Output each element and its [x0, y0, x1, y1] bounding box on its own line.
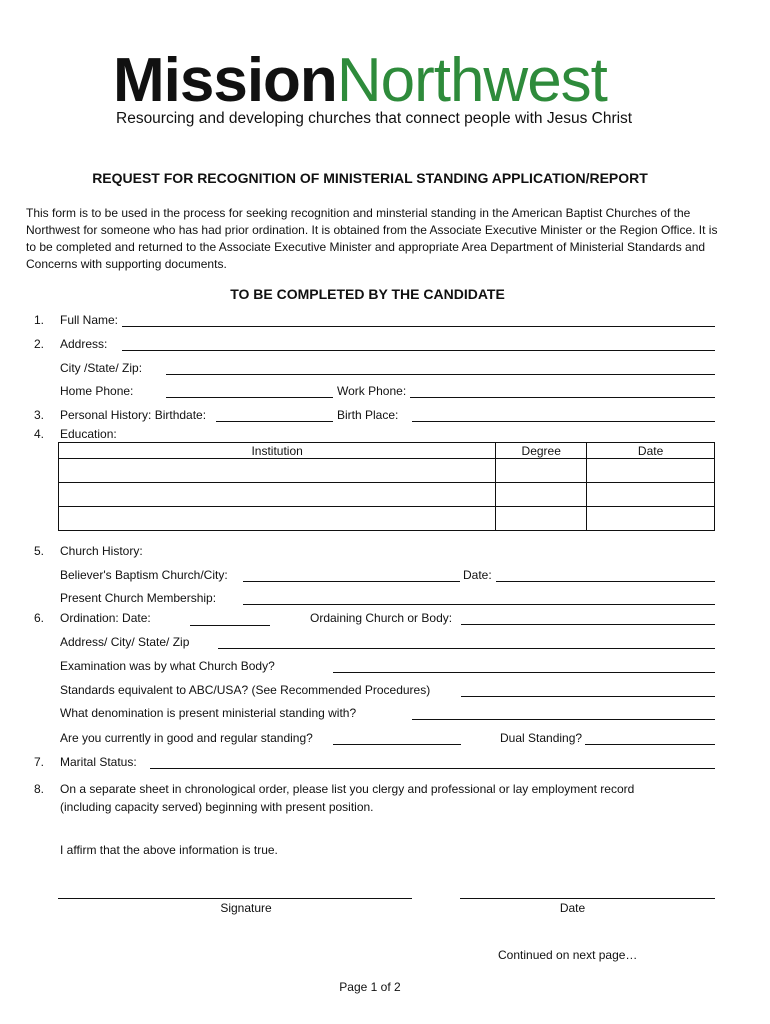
birth-place-label: Birth Place: — [337, 408, 399, 422]
signature-field[interactable] — [58, 898, 412, 899]
date-cell[interactable] — [587, 459, 715, 483]
work-phone-field[interactable] — [410, 397, 715, 398]
date-header: Date — [587, 443, 715, 459]
marital-status-label: Marital Status: — [60, 755, 137, 769]
page-number: Page 1 of 2 — [339, 980, 401, 994]
table-row — [59, 459, 715, 483]
examination-field[interactable] — [333, 672, 715, 673]
dual-standing-label: Dual Standing? — [500, 731, 583, 745]
employment-instruction-line-2: (including capacity served) beginning with present position. — [60, 800, 374, 814]
birthdate-field[interactable] — [216, 421, 333, 422]
work-phone-label: Work Phone: — [337, 384, 407, 398]
institution-header: Institution — [59, 443, 496, 459]
ordaining-church-field[interactable] — [461, 624, 715, 625]
marital-status-field[interactable] — [150, 768, 715, 769]
intro-paragraph: This form is to be used in the process for seeking recognition and minsterial standing in the American Baptist Churches of the Northwest for someone who has had prior ordination. It is obtained from the Associate Executive Minister or the Region Office. It is to be completed and returned to the Associate Executive Minister and appropriate Area Department of Ministerial Standards and Concerns with supporting documents. — [26, 206, 718, 271]
dual-standing-field[interactable] — [585, 744, 715, 745]
education-table — [58, 442, 715, 531]
signature-date-label: Date — [559, 901, 586, 915]
form-title: REQUEST FOR RECOGNITION OF MINISTERIAL STANDING APPLICATION/REPORT — [92, 170, 648, 186]
ordination-address-field[interactable] — [218, 648, 715, 649]
baptism-label: Believer's Baptism Church/City: — [60, 568, 228, 582]
degree-cell[interactable] — [496, 507, 587, 531]
date-cell[interactable] — [587, 507, 715, 531]
education-table-header — [59, 443, 715, 459]
standards-field[interactable] — [461, 696, 715, 697]
degree-header: Degree — [496, 443, 587, 459]
institution-cell[interactable] — [59, 483, 496, 507]
birth-place-field[interactable] — [412, 421, 715, 422]
degree-cell[interactable] — [496, 459, 587, 483]
baptism-date-field[interactable] — [496, 581, 715, 582]
item-number-3: 3. — [34, 408, 45, 422]
logo-tagline: Resourcing and developing churches that connect people with Jesus Christ — [116, 110, 633, 127]
ordination-date-field[interactable] — [190, 625, 270, 626]
logo-wordmark — [113, 46, 607, 116]
church-history-label: Church History: — [60, 544, 143, 558]
present-membership-label: Present Church Membership: — [60, 591, 217, 605]
baptism-date-label: Date: — [463, 568, 492, 582]
home-phone-field[interactable] — [166, 397, 333, 398]
standards-label: Standards equivalent to ABC/USA? (See Recommended Procedures) — [60, 683, 431, 697]
examination-label: Examination was by what Church Body? — [60, 659, 275, 673]
logo-word-mission: Mission — [113, 46, 337, 115]
item-number-8: 8. — [34, 782, 45, 796]
employment-instruction-line-1: On a separate sheet in chronological order, please list you clergy and professional or lay employment record — [60, 782, 635, 796]
affirmation-text: I affirm that the above information is true. — [60, 843, 278, 857]
date-cell[interactable] — [587, 483, 715, 507]
item-number-7: 7. — [34, 755, 45, 769]
full-name-label: Full Name: — [60, 313, 119, 327]
institution-cell[interactable] — [59, 459, 496, 483]
table-row — [59, 507, 715, 531]
home-phone-label: Home Phone: — [60, 384, 134, 398]
present-membership-field[interactable] — [243, 604, 715, 605]
signature-label: Signature — [220, 901, 272, 915]
denomination-field[interactable] — [412, 719, 715, 720]
good-standing-label: Are you currently in good and regular standing? — [60, 731, 313, 745]
institution-cell[interactable] — [59, 507, 496, 531]
table-row — [59, 483, 715, 507]
birthdate-label: Personal History: Birthdate: — [60, 408, 207, 422]
item-number-2: 2. — [34, 337, 45, 351]
degree-cell[interactable] — [496, 483, 587, 507]
city-state-zip-label: City /State/ Zip: — [60, 361, 143, 375]
baptism-field[interactable] — [243, 581, 460, 582]
ordination-address-label: Address/ City/ State/ Zip — [60, 635, 190, 649]
logo-word-northwest: Northwest — [336, 46, 607, 115]
item-number-6: 6. — [34, 611, 45, 625]
mission-northwest-logo — [113, 46, 633, 136]
denomination-label: What denomination is present ministerial standing with? — [60, 706, 357, 720]
continued-note: Continued on next page… — [498, 948, 638, 962]
ordination-date-label: Ordination: Date: — [60, 611, 151, 625]
section-title: TO BE COMPLETED BY THE CANDIDATE — [230, 286, 505, 302]
item-number-1: 1. — [34, 313, 45, 327]
address-field[interactable] — [122, 350, 715, 351]
signature-date-field[interactable] — [460, 898, 715, 899]
ordaining-church-label: Ordaining Church or Body: — [310, 611, 453, 625]
full-name-field[interactable] — [122, 326, 715, 327]
item-number-4: 4. — [34, 427, 45, 441]
city-state-zip-field[interactable] — [166, 374, 715, 375]
good-standing-field[interactable] — [333, 744, 461, 745]
item-number-5: 5. — [34, 544, 45, 558]
address-label: Address: — [60, 337, 108, 351]
education-label: Education: — [60, 427, 117, 441]
